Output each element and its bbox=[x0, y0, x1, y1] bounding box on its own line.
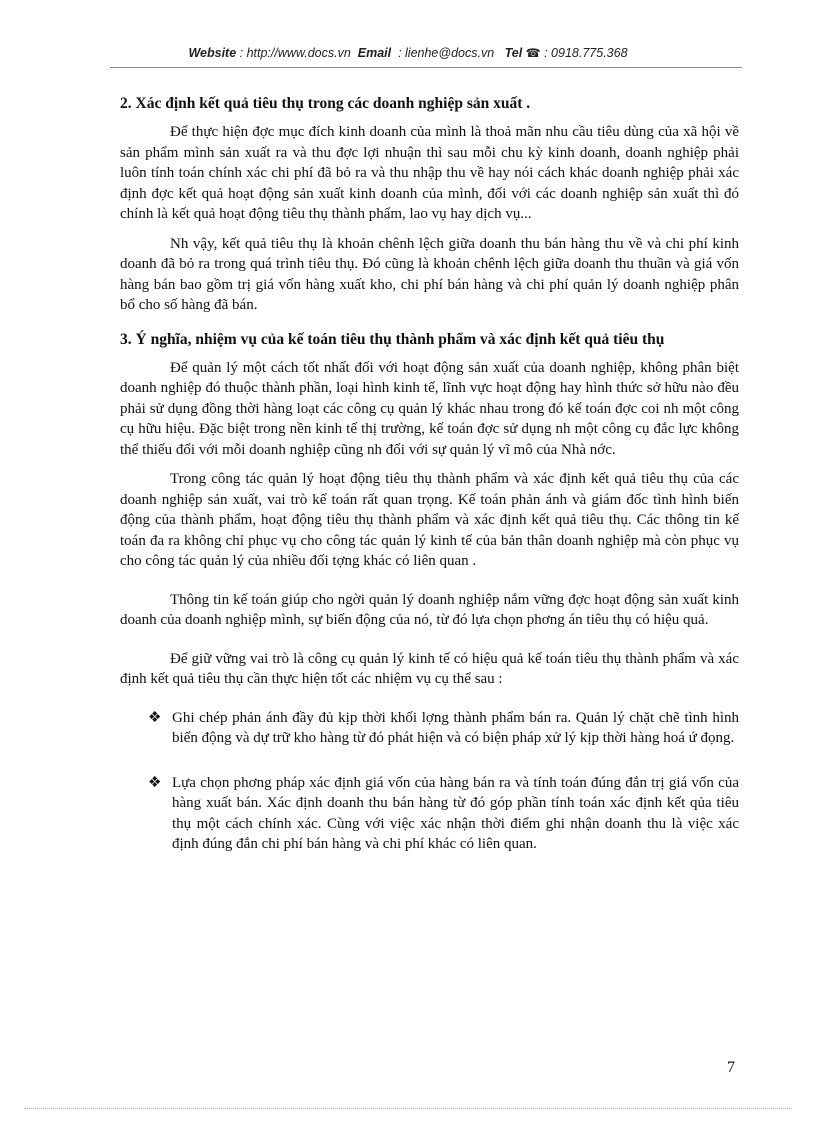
footer-divider bbox=[24, 1108, 792, 1109]
section-2-paragraph-1: Để thực hiện đợc mục đích kinh doanh của mình là thoả mãn nhu cầu tiêu dùng của xã hội về sản phẩm mình sản xuất ra và thu đợc lợi nhuận thì sau mỗi chu kỳ kinh doanh, doanh nghiệp phải luôn tính toán chính xác chi phí đã bỏ ra và thu nhập thu về hay nói cách khác doanh nghiệp phải xác định đợc kết quả hoạt động sản xuất kinh doanh của mình, đối với các doanh nghiệp sản xuất thì đó chính là kết quả hoạt động tiêu thụ thành phẩm, lao vụ hay dịch vụ... bbox=[120, 124, 739, 222]
section-3-paragraph-1: Để quản lý một cách tốt nhất đối với hoạt động sản xuất của doanh nghiệp, không phân biệt doanh nghiệp đó thuộc thành phần, loại hình kinh tế, lĩnh vực hoạt động hay hình thức sở hữu nào đều phải sử dụng đồng thời hàng loạt các công cụ quản lý khác nhau trong đó kế toán đợc coi nh một công cụ hữu hiệu. Đặc biệt trong nền kinh tế thị trường, kế toán đợc sử dụng nh một công cụ đắc lực không thể thiếu đối với mỗi doanh nghiệp cũng nh đối với sự quản lý vĩ mô của Nhà nớc. bbox=[120, 359, 739, 458]
section-2-paragraph-2: Nh vậy, kết quả tiêu thụ là khoản chênh lệch giữa doanh thu bán hàng thu về và chi phí kinh doanh đã bỏ ra trong quá trình tiêu thụ. Đó cũng là khoản chênh lệch giữa doanh thu thuần và giá vốn hàng bán bao gồm trị giá vốn hàng xuất kho, chi phí bán hàng và chi phí quản lý doanh nghiệp phân bổ cho số hàng đã bán. bbox=[120, 235, 739, 313]
tel-value: : 0918.775.368 bbox=[544, 46, 628, 60]
section-3-paragraph-3: Thông tin kế toán giúp cho ngời quản lý doanh nghiệp nắm vững đợc hoạt động sản xuất kinh doanh của doanh nghiệp mình, sự biến động của nó, từ đó lựa chọn phơng án tiêu thụ có hiệu quả. bbox=[120, 591, 739, 628]
task-bullet-2 bbox=[120, 773, 739, 855]
section-3-heading: 3. Ý nghĩa, nhiệm vụ của kế toán tiêu thụ thành phẩm và xác định kết quả tiêu thụ bbox=[120, 330, 665, 348]
page-number: 7 bbox=[727, 1059, 735, 1076]
phone-icon: ☎ bbox=[525, 46, 541, 60]
page-header bbox=[0, 46, 816, 60]
section-2-heading: 2. Xác định kết quả tiêu thụ trong các doanh nghiệp sản xuất . bbox=[120, 95, 531, 112]
email-label: Email bbox=[357, 46, 392, 60]
diamond-bullet-icon: ❖ bbox=[148, 709, 162, 726]
document-body bbox=[120, 90, 739, 864]
task-bullet-1-text: Ghi chép phản ánh đầy đủ kịp thời khối lợng thành phẩm bán ra. Quản lý chặt chẽ tình hình biến động và dự trữ kho hàng từ đó phát hiện và có biện pháp xử lý kịp thời hàng hoá ứ đọng. bbox=[172, 709, 739, 746]
task-bullet-1 bbox=[120, 708, 739, 749]
diamond-bullet-icon: ❖ bbox=[148, 774, 162, 791]
task-bullet-2-text: Lựa chọn phơng pháp xác định giá vốn của hàng bán ra và tính toán đúng đắn trị giá vốn của hàng xuất bán. Xác định doanh thu bán hàng từ đó góp phần tính toán xác định kết qủa tiêu thụ một cách chính xác. Cùng với việc xác nhận thời điểm ghi nhận doanh thu là việc xác định đúng đắn chi phí bán hàng và chi phí khác có liên quan. bbox=[172, 774, 739, 852]
section-3-paragraph-4: Để giữ vững vai trò là công cụ quản lý kinh tế có hiệu quả kế toán tiêu thụ thành phẩm và xác định kết quả tiêu thụ cần thực hiện tốt các nhiệm vụ cụ thể sau : bbox=[120, 650, 739, 687]
header-divider bbox=[110, 67, 742, 68]
section-3-paragraph-2: Trong công tác quản lý hoạt động tiêu thụ thành phẩm và xác định kết quả tiêu thụ của các doanh nghiệp sản xuất, vai trò kế toán rất quan trọng. Kế toán phản ánh và giám đốc tình hình biến động của thành phẩm, hoạt động tiêu thụ thành phẩm và xác định kết quả tiêu thụ. Các thông tin kế toán đa ra không chỉ phục vụ cho công tác quản lý kinh tế của bản thân doanh nghiệp mà còn phục vụ cho công tác quản lý của nhiều đối tợng khác có liên quan . bbox=[120, 471, 739, 569]
website-label: Website bbox=[188, 46, 237, 60]
website-value: : http://www.docs.vn bbox=[239, 46, 351, 60]
tel-label: Tel bbox=[504, 46, 523, 60]
email-value: : lienhe@docs.vn bbox=[398, 46, 495, 60]
